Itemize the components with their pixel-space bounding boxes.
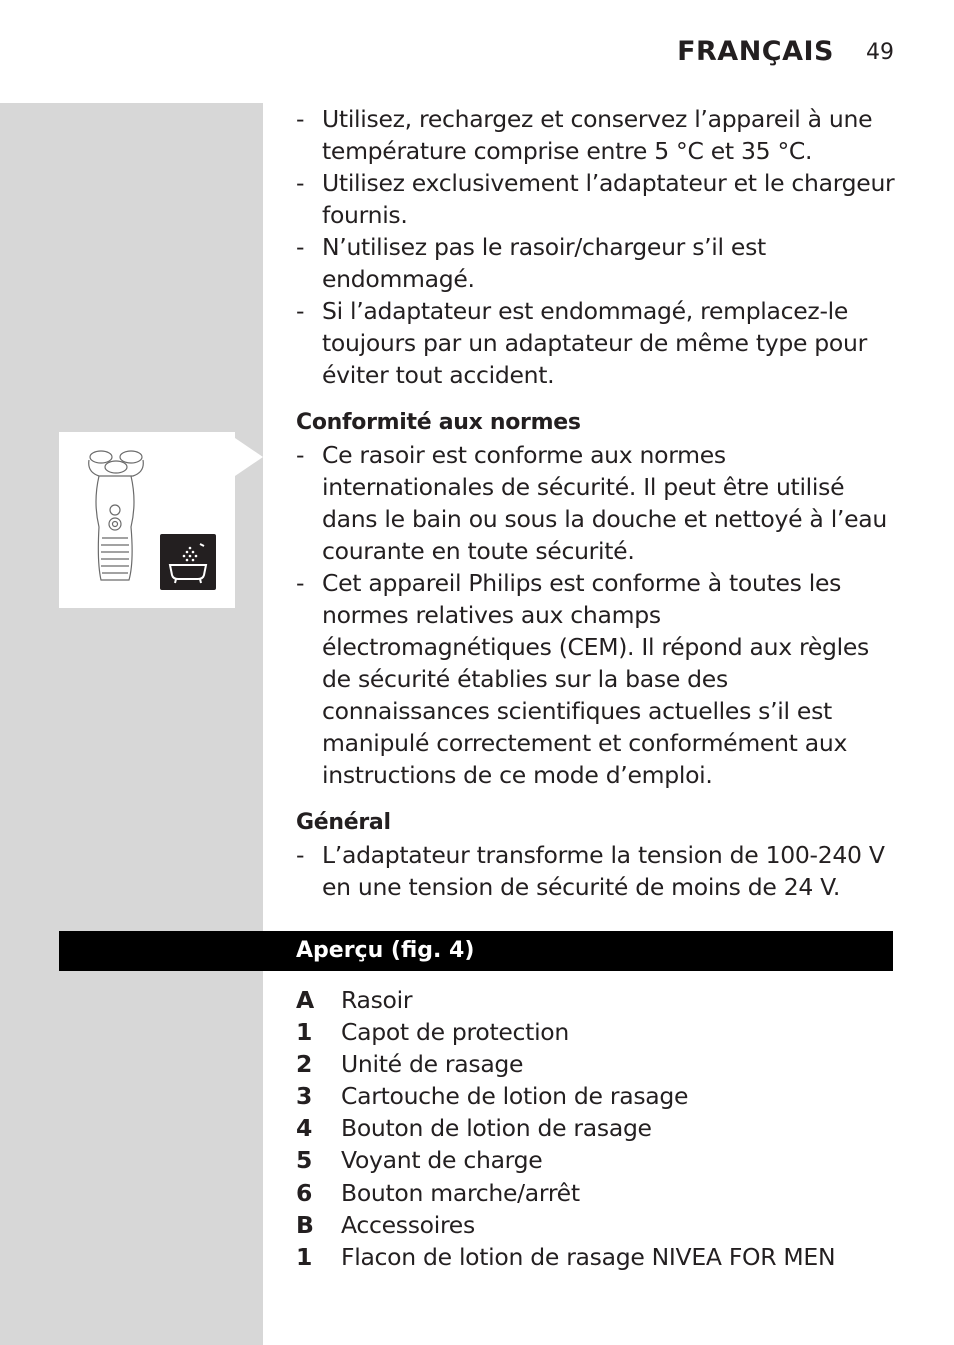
parts-list-item <box>296 1144 896 1176</box>
general-heading: Général <box>296 810 391 835</box>
figure-pointer <box>235 438 263 476</box>
part-label: Flacon de lotion de rasage NIVEA FOR MEN <box>341 1242 836 1271</box>
part-label: Capot de protection <box>341 1018 569 1047</box>
parts-list-item <box>296 984 896 1016</box>
shaver-figure <box>59 432 235 608</box>
part-label: Rasoir <box>341 986 413 1014</box>
left-margin-band <box>0 103 263 1345</box>
parts-list-item <box>296 1016 896 1048</box>
parts-list-item <box>296 1080 896 1112</box>
part-label: Voyant de charge <box>341 1146 543 1175</box>
parts-list-item <box>296 1048 896 1080</box>
parts-list-item <box>296 1177 896 1209</box>
conformity-heading: Conformité aux normes <box>296 410 581 435</box>
part-label: Cartouche de lotion de rasage <box>341 1082 689 1111</box>
list-item: - N’utilisez pas le rasoir/chargeur s’il est endommagé. <box>296 231 896 295</box>
main-text <box>296 103 896 903</box>
part-key: 2 <box>296 1050 313 1079</box>
parts-list-item <box>296 1209 896 1241</box>
part-label: Unité de rasage <box>341 1050 524 1079</box>
part-label: Bouton marche/arrêt <box>341 1178 580 1207</box>
list-item: - Ce rasoir est conforme aux normes internationales de sécurité. Il peut être utilisé dans le bain ou sous la douche et nettoyé à l’eau courante en toute sécurité. <box>296 439 896 567</box>
part-key: B <box>296 1210 314 1239</box>
part-label: Accessoires <box>341 1210 475 1239</box>
parts-list-item <box>296 1112 896 1144</box>
parts-list-item <box>296 1241 896 1273</box>
intro-bullet-list <box>296 103 896 391</box>
part-key: 1 <box>296 1242 313 1271</box>
overview-heading-bar <box>59 931 893 971</box>
list-item: - L’adaptateur transforme la tension de 100-240 V en une tension de sécurité de moins de 24 V. <box>296 839 896 903</box>
part-key: 3 <box>296 1082 313 1111</box>
shower-bath-icon <box>160 534 216 590</box>
page-number: 49 <box>866 40 894 65</box>
part-key: 1 <box>296 1018 313 1047</box>
list-item: - Cet appareil Philips est conforme à toutes les normes relatives aux champs électromagnétiques (CEM). Il répond aux règles de sécurité établies sur la base des connaissances scientifiques actuelles s’il est manipulé correctement et conformément aux instructions de ce mode d’emploi. <box>296 567 896 791</box>
part-key: 6 <box>296 1178 313 1207</box>
conformity-bullet-list <box>296 439 896 791</box>
list-item: - Si l’adaptateur est endommagé, remplacez-le toujours par un adaptateur de même type pour éviter tout accident. <box>296 295 896 391</box>
list-item: - Utilisez, rechargez et conservez l’appareil à une température comprise entre 5 °C et 35 °C. <box>296 103 896 167</box>
language-header: FRANÇAIS <box>677 36 834 67</box>
overview-heading: Aperçu (fig. 4) <box>296 938 475 963</box>
part-key: 4 <box>296 1114 313 1143</box>
part-key: A <box>296 986 314 1014</box>
part-label: Bouton de lotion de rasage <box>341 1114 652 1143</box>
parts-list <box>296 984 896 1273</box>
part-key: 5 <box>296 1146 313 1175</box>
list-item: - Utilisez exclusivement l’adaptateur et le chargeur fournis. <box>296 167 896 231</box>
general-bullet-list <box>296 839 896 903</box>
